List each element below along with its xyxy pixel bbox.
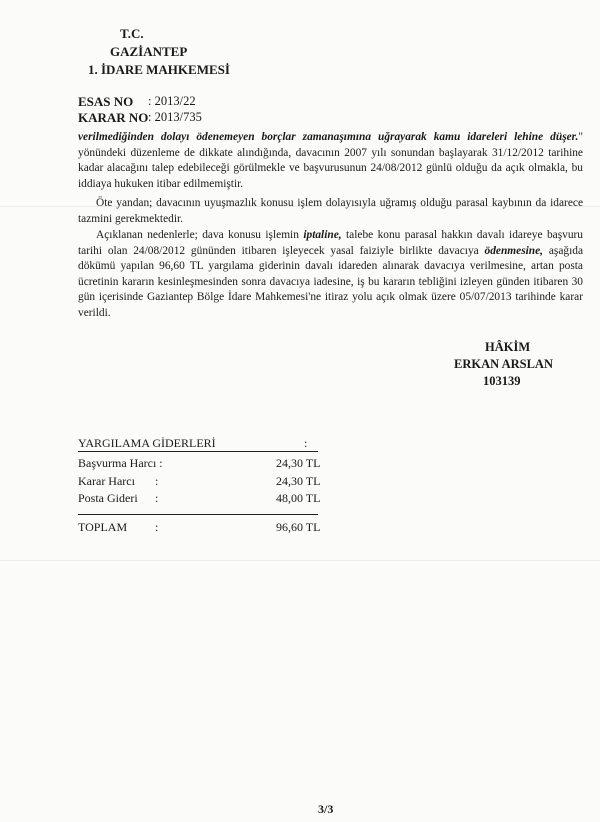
fold-line: [0, 560, 600, 561]
signature-title: HÂKİM: [485, 340, 531, 354]
signature-id: 103139: [483, 374, 521, 388]
paragraph-3-emphasis-iptal: iptaline,: [303, 229, 342, 241]
fees-row-label: Başvurma Harcı :: [78, 456, 163, 470]
page-number: 3/3: [318, 802, 334, 816]
paragraph-1-emphasis: verilmediğinden dolayı ödenemeyen borçlar zamanaşımına uğrayarak kamu idareleri lehine düşer.: [78, 131, 579, 143]
fees-heading-colon: :: [304, 436, 308, 450]
signature-name: ERKAN ARSLAN: [454, 357, 553, 371]
fees-total-divider: [78, 514, 318, 515]
paragraph-3: [78, 228, 583, 321]
paragraph-3-text-e: aşağıda dökümü yapılan 96,60 TL yargılama giderinin davalı idareden alınarak davacıya verilmesine, artan posta ücretinin kararın kesinleşmesinden sonra davacıya iadesine, iş bu kararın tebliğini izleyen günden itibaren 30 gün içerisinde Gaziantep Bölge İdare Mahkemesi'ne itiraz yolu açık olmak üzere 05/07/2013 tarihinde karar verildi.: [78, 244, 583, 319]
fees-row-label: Karar Harcı: [78, 474, 135, 488]
paragraph-3-text-c: talebe konu parasal hakkın davalı idareye başvuru tarihi olan 24/08/2012 gününden itibaren işleyecek yasal faiziyle birlikte davacıya: [78, 229, 584, 257]
paragraph-1-text: " yönündeki düzenleme de dikkate alındığında, davacının 2007 yılı sonundan başlayarak 31/12/2012 tarihine kadar alacağını talep edebileceği görülmekle ve başvurusunun 24/08/2012 günlü olduğu da açık olmakla, bu iddiaya hukuken itibar edilmemiştir.: [78, 131, 583, 190]
header-city: GAZİANTEP: [110, 44, 188, 59]
fees-total-label: TOPLAM: [78, 520, 128, 534]
fees-row-amount: 24,30 TL: [276, 474, 321, 488]
fees-total-amount: 96,60 TL: [276, 520, 321, 534]
fees-heading: YARGILAMA GİDERLERİ: [78, 436, 216, 450]
header-court: 1. İDARE MAHKEMESİ: [88, 62, 230, 77]
fees-row-colon: :: [155, 491, 159, 505]
header-tc: T.C.: [120, 26, 144, 41]
fees-heading-underline: [78, 451, 318, 452]
fees-row-label: Posta Gideri: [78, 491, 138, 505]
fees-row-amount: 24,30 TL: [276, 456, 321, 470]
fees-row-colon: :: [155, 474, 159, 488]
paragraph-1: [78, 130, 583, 192]
paragraph-2: [78, 196, 583, 227]
karar-value: : 2013/735: [148, 110, 202, 124]
esas-label: ESAS NO: [78, 94, 134, 109]
fees-row-amount: 48,00 TL: [276, 491, 321, 505]
esas-value: : 2013/22: [148, 94, 196, 108]
paragraph-3-text-a: Açıklanan nedenlerle; dava konusu işlemin: [96, 229, 304, 241]
karar-label: KARAR NO: [78, 110, 149, 125]
paragraph-3-emphasis-odenme: ödenmesine,: [484, 244, 544, 257]
fees-total-colon: :: [155, 520, 159, 534]
paragraph-2-text: Öte yandan; davacının uyuşmazlık konusu işlem dolayısıyla uğramış olduğu parasal kaybının da idarece tazmini gerekmektedir.: [78, 197, 583, 225]
